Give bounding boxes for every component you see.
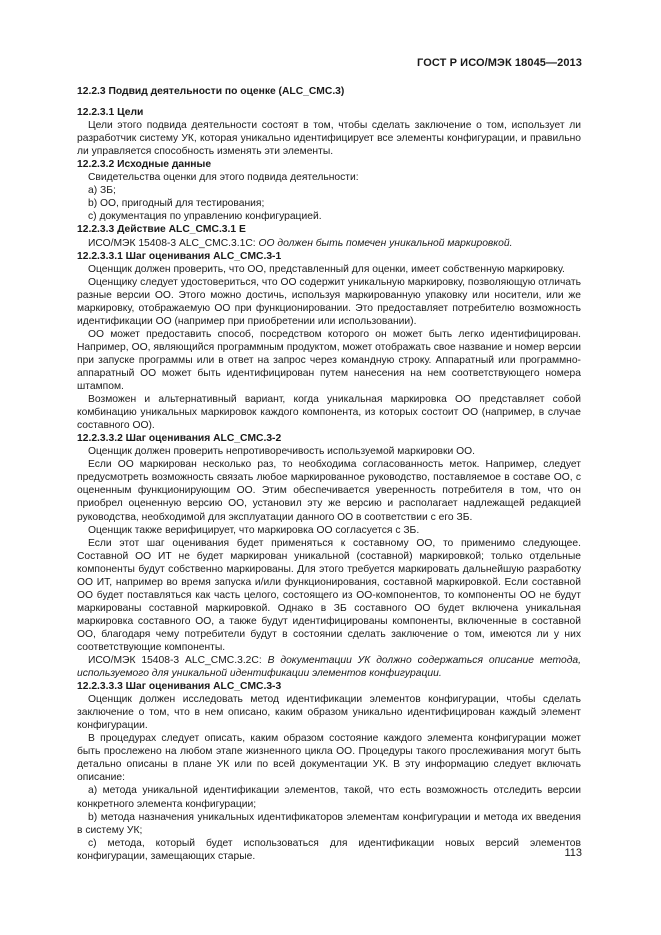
paragraph-10: В процедурах следует описать, каким образом состояние каждого элемента конфигурации может быть прослежено на любом этапе жизненного цикла ОО. Процедуры такого прослеживания могут быть детально описаны в плане УК или по всей документации УК. В эту информацию следует включать описание: [77, 733, 581, 784]
iso-reference-2: ИСО/МЭК 15408-3 ALC_CMC.3.2С: [88, 655, 262, 667]
document-body [77, 85, 581, 863]
section-heading-step-2: 12.2.3.3.2 Шаг оценивания ALC_CMC.3-2 [77, 433, 282, 445]
iso-requirement-2 [77, 654, 581, 680]
paragraph-11: a) метода уникальной идентификации элементов, такой, что есть возможность отследить версии конкретного элемента конфигурации; [77, 785, 581, 810]
paragraph-5: Оценщик должен проверить непротиворечивость используемой маркировки ОО. [88, 446, 476, 458]
paragraph-3: ОО может предоставить способ, посредством которого он может быть легко идентифицирован. Например, ОО, являющийся программным продуктом, может отображать свое название и номер версии при запуске программы или в ответ на запрос через командную строку. Аппаратный или программно-аппаратный ОО может быть идентифицирован путем нанесения на нем соответствующего номера штампом. [77, 328, 581, 393]
paragraph-6: Если ОО маркирован несколько раз, то необходима согласованность меток. Например, следует предусмотреть возможность связать любое маркированное руководство, поставляемое в составе ОО, с оцененным функционирующим ОО. Этим обеспечивается уверенность потребителя в том, что он приобрел оцененную версию ОО, установил эту же версию и располагает надлежащей редакцией руководства, необходимой для эксплуатации данного ОО в соответствии с его ЗБ. [77, 459, 581, 523]
standard-header: ГОСТ Р ИСО/МЭК 18045—2013 [417, 57, 582, 69]
inputs-list-item-c: c) документация по управлению конфигурацией. [88, 211, 322, 223]
paragraph-8: Если этот шаг оценивания будет применяться к составному ОО, то применимо следующее. Составной ОО ИТ не будет маркирован уникальной (составной) маркировкой; только отдельные компоненты будут собственно маркированы. Для этого требуется маркировать дальнейшую разработку ОО ИТ, например во время запуска и/или функционирования, составной маркировкой. Если составной ОО будет поставляться как часть целого, состоящего из ОО-компонентов, то компоненты ОО не будут маркированы составной маркировкой. Однако в ЗБ составного ОО будет включена уникальная маркировка составного ОО, а также будут идентифицированы компоненты, включенные в составной ОО, благодаря чему потребители будут в состоянии сделать заключение о том, имеются ли у них соответствующие компоненты. [77, 537, 581, 653]
iso-requirement-1-text: ОО должен быть помечен уникальной маркировкой. [258, 237, 513, 249]
section-heading-12-2-3: 12.2.3 Подвид деятельности по оценке (ALC_CMC.3) [77, 86, 345, 97]
iso-requirement-1 [77, 237, 581, 250]
goals-paragraph: Цели этого подвида деятельности состоят в том, чтобы сделать заключение о том, использует ли разработчик систему УК, которая уникально идентифицирует все элементы конфигурации, и правильно ли управляется способность изменять эти элементы. [77, 120, 581, 158]
section-heading-action-1e: 12.2.3.3 Действие ALC_CMC.3.1 Е [77, 224, 246, 236]
paragraph-9: Оценщик должен исследовать метод идентификации элементов конфигурации, чтобы сделать заключение о том, что в нем описано, каким образом уникально идентифицирован каждый элемент конфигурации. [77, 694, 581, 732]
section-heading-goals: 12.2.3.1 Цели [77, 107, 144, 119]
section-heading-inputs: 12.2.3.2 Исходные данные [77, 159, 212, 171]
section-heading-step-3: 12.2.3.3.3 Шаг оценивания ALC_CMC.3-3 [77, 681, 282, 693]
paragraph-12: b) метода назначения уникальных идентификаторов элементам конфигурации и метода их введения в систему УК; [77, 811, 581, 836]
paragraph-4: Возможен и альтернативный вариант, когда уникальная маркировка ОО представляет собой комбинацию уникальных маркировок каждого компонента, из которых состоит ОО (например, в случае составного ОО). [77, 394, 581, 432]
iso-reference-1: ИСО/МЭК 15408-3 ALC_CMC.3.1С: [88, 237, 256, 249]
paragraph-13: c) метода, который будет использоваться для идентификации новых версий элементов конфигурации, замещающих старые. [77, 837, 581, 862]
paragraph-7: Оценщик также верифицирует, что маркировка ОО согласуется с ЗБ. [88, 524, 420, 536]
inputs-list-item-b: b) ОО, пригодный для тестирования; [88, 198, 265, 210]
paragraph-2: Оценщику следует удостовериться, что ОО содержит уникальную маркировку, позволяющую отличать разные версии ОО. Этого можно достичь, используя маркированную упаковку или носители, или же маркировку, отображаемую ОО при функционировании. Это предоставляет потребителю возможность идентификации ОО (например при приобретении или использовании). [77, 276, 581, 327]
page-number: 113 [564, 847, 582, 859]
section-heading-step-1: 12.2.3.3.1 Шаг оценивания ALC_CMC.3-1 [77, 250, 282, 262]
iso-requirement-2-text: В документации УК должно содержаться описание метода, используемого для уникальной идентификации элементов конфигурации. [77, 655, 581, 680]
inputs-paragraph: Свидетельства оценки для этого подвида деятельности: [88, 172, 359, 184]
paragraph-1: Оценщик должен проверить, что ОО, представленный для оценки, имеет собственную маркировку. [88, 263, 565, 275]
inputs-list-item-a: a) ЗБ; [88, 185, 116, 197]
